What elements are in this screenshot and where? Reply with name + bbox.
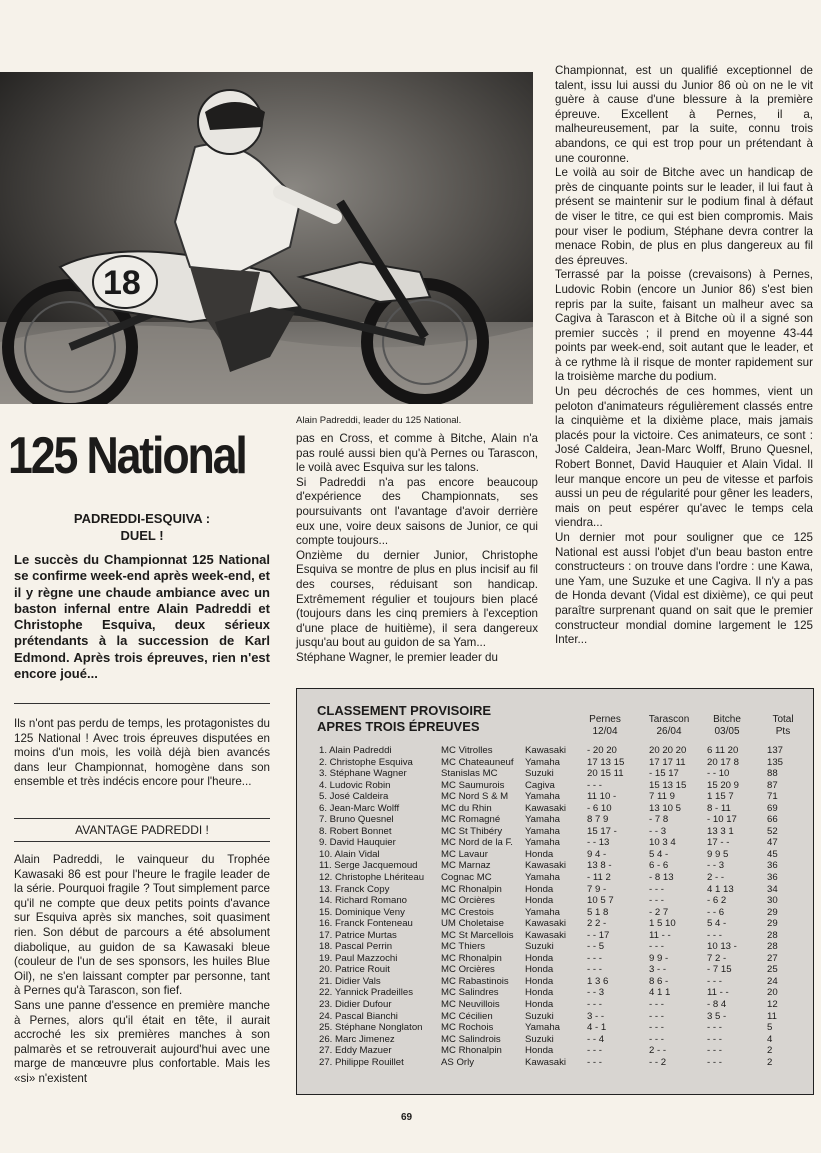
cell-tarascon: - - -: [649, 1033, 664, 1045]
cell-bitche: 7 2 -: [707, 952, 727, 964]
cell-total: 2: [767, 1056, 773, 1068]
cell-brand: Kawasaki: [525, 918, 567, 930]
cell-tarascon: 8 6 -: [649, 975, 669, 987]
paragraph: Alain Padreddi, le vainqueur du Trophée Kawasaki 86 est pour l'heure le fragile leader de la série. Pourquoi fragile ? Tout simplement parce qu'il ne compte que deux petits points d'avance sur Esquiva après six manches, soit quasiment rien. Son début de parcours a été absolument diabolique, au guidon de sa Kawasaki bleue (couleur de l'un de ses sponsors, les huiles Blue Oil), ne s'en laissant compter par personne, tant à Pernes qu'à Tarascon, son fief.: [14, 853, 270, 998]
divider: [14, 703, 270, 704]
cell-tarascon: 20 20 20: [649, 745, 687, 756]
cell-pernes: 9 4 -: [587, 848, 607, 860]
cell-tarascon: 11 - -: [649, 929, 671, 941]
table-row: [297, 803, 813, 815]
paragraph: Championnat, est un qualifié exceptionnel de talent, issu lui aussi du Junior 86 où on ne le vit guère à cause d'une blessure à la première épreuve. Excellent à Pernes, il a, malheureusement, par la suite, connu trois abandons, ce qui est trop pour un prétendant à une couronne.: [555, 64, 813, 165]
paragraph: pas en Cross, et comme à Bitche, Alain n'a pas roulé aussi bien qu'à Pernes ou Tarascon, le voilà avec Esquiva sur les talons.: [296, 432, 538, 475]
cell-pernes: - - -: [587, 779, 602, 791]
cell-total: 12: [767, 999, 778, 1011]
table-row: [297, 826, 813, 838]
cell-tarascon: 15 13 15: [649, 779, 687, 791]
cell-rider: 26. Marc Jimenez: [319, 1033, 395, 1045]
cell-tarascon: 9 9 -: [649, 952, 669, 964]
cell-total: 29: [767, 918, 778, 930]
cell-pernes: 11 10 -: [587, 791, 617, 803]
cell-pernes: 7 9 -: [587, 883, 607, 895]
table-row: [297, 768, 813, 780]
cell-brand: Yamaha: [525, 791, 561, 803]
paragraph: Un dernier mot pour souligner que ce 125 National est aussi l'objet d'un beau baston entre constructeurs : on trouve dans l'ordre : une Kawa, une Yam, une Suzuke et une Cagiva. Il n'y a pas de Honda devant (Vidal est dixième), ce qui peut paraître surprenant quand on sait que le premier constructeur mondial domine largement le 125 Inter...: [555, 531, 813, 647]
event-header: [639, 714, 699, 738]
table-row: [297, 745, 813, 757]
cell-rider: 20. Patrice Rouit: [319, 964, 390, 976]
cell-club: MC Rhonalpin: [441, 952, 502, 964]
table-row: [297, 999, 813, 1011]
table-row: [297, 953, 813, 965]
cell-pernes: 10 5 7: [587, 895, 614, 907]
column-1-body: [14, 853, 270, 1087]
cell-total: 30: [767, 895, 778, 907]
cell-rider: 21. Didier Vals: [319, 975, 381, 987]
cell-rider: 13. Franck Copy: [319, 883, 390, 895]
cell-brand: Yamaha: [525, 756, 561, 768]
cell-brand: Kawasaki: [525, 929, 567, 941]
cell-total: 66: [767, 814, 778, 826]
cell-club: MC Rabastinois: [441, 975, 509, 987]
cell-rider: 4. Ludovic Robin: [319, 779, 391, 791]
cell-bitche: - - -: [707, 929, 722, 941]
cell-bitche: 9 9 5: [707, 848, 729, 860]
cell-tarascon: - 2 7: [649, 906, 669, 918]
cell-total: 52: [767, 825, 778, 837]
total-sub: Pts: [775, 726, 791, 737]
table-title: [317, 703, 491, 735]
bike-number: 18: [103, 264, 141, 302]
paragraph: Un peu décrochés de ces hommes, vient un peloton d'animateurs régulièrement classés entre la cinquième et la dixième place, mais jamais placés pour la victoire. Ces animateurs, ce sont : José Caldeira, Jean-Marc Wolff, Bruno Quesnel, Robert Bonnet, David Hauquier et Alain Vidal. Il leur manque encore un peu de vitesse et parfois aussi un peu de régularité pour gêner les leaders, mais on peut espérer qu'avec le temps cela viendra...: [555, 385, 813, 530]
cell-pernes: - - -: [587, 999, 602, 1011]
cell-brand: Kawasaki: [525, 860, 567, 872]
cell-rider: 6. Jean-Marc Wolff: [319, 802, 400, 814]
cell-rider: 23. Didier Dufour: [319, 999, 392, 1011]
cell-pernes: 17 13 15: [587, 756, 625, 768]
paragraph: Si Padreddi n'a pas encore beaucoup d'expérience des Championnats, ses poursuivants ont l'avantage d'avoir derrière eux une, voire deux saisons de Junior, ce qui compte toujours...: [296, 475, 538, 548]
cell-total: 47: [767, 837, 778, 849]
cell-bitche: 13 3 1: [707, 825, 734, 837]
cell-total: 24: [767, 975, 778, 987]
cell-brand: Cagiva: [525, 779, 555, 791]
cell-bitche: - - -: [707, 1033, 722, 1045]
table-row: [297, 849, 813, 861]
cell-total: 20: [767, 987, 778, 999]
cell-bitche: - - -: [707, 1056, 722, 1068]
cell-pernes: 2 2 -: [587, 918, 607, 930]
cell-tarascon: 6 - 6: [649, 860, 669, 872]
cell-rider: 16. Franck Fonteneau: [319, 918, 413, 930]
cell-bitche: - 10 17: [707, 814, 737, 826]
cell-total: 11: [767, 1010, 777, 1022]
cell-tarascon: 7 11 9: [649, 791, 675, 803]
cell-bitche: 17 - -: [707, 837, 730, 849]
table-row: [297, 1022, 813, 1034]
cell-total: 27: [767, 952, 778, 964]
cell-club: MC Crestois: [441, 906, 494, 918]
cell-bitche: 15 20 9: [707, 779, 740, 791]
cell-rider: 7. Bruno Quesnel: [319, 814, 394, 826]
cell-tarascon: - - -: [649, 1022, 664, 1034]
table-row: [297, 907, 813, 919]
page-number: 69: [401, 1112, 413, 1123]
cell-club: MC Lavaur: [441, 848, 488, 860]
paragraph: Le voilà au soir de Bitche avec un handicap de près de cinquante points sur le leader, il lui faut à présent se maintenir sur le podium final à défaut de viser le titre, ce qui est bien compromis. Mais pour viser le podium, Stéphane devra contrer la menace Robin, de plus en plus dangereux au fil des épreuves.: [555, 166, 813, 267]
table-row: [297, 837, 813, 849]
cell-brand: Suzuki: [525, 768, 554, 780]
cell-brand: Honda: [525, 999, 554, 1011]
cell-pernes: - 11 2: [587, 872, 611, 884]
cell-rider: 15. Dominique Veny: [319, 906, 405, 918]
cell-rider: 3. Stéphane Wagner: [319, 768, 407, 780]
cell-brand: Yamaha: [525, 872, 561, 884]
cell-brand: Kawasaki: [525, 1056, 567, 1068]
cell-total: 137: [767, 745, 784, 756]
cell-tarascon: 1 5 10: [649, 918, 676, 930]
cell-tarascon: 3 - -: [649, 964, 667, 976]
cell-brand: Yamaha: [525, 814, 561, 826]
cell-pernes: 3 - -: [587, 1010, 605, 1022]
cell-pernes: 8 7 9: [587, 814, 609, 826]
cell-tarascon: - - -: [649, 895, 664, 907]
cell-pernes: - - 5: [587, 941, 605, 953]
cell-rider: 2. Christophe Esquiva: [319, 756, 413, 768]
event-date: 26/04: [656, 726, 682, 737]
table-row: [297, 930, 813, 942]
cell-rider: 11. Serge Jacquemoud: [319, 860, 418, 872]
table-row: [297, 1057, 813, 1069]
cell-brand: Honda: [525, 975, 554, 987]
cell-brand: Yamaha: [525, 906, 561, 918]
cell-pernes: - - 17: [587, 929, 610, 941]
cell-rider: 24. Pascal Bianchi: [319, 1010, 398, 1022]
cell-club: MC Nord de la F.: [441, 837, 513, 849]
cell-pernes: - - 13: [587, 837, 610, 849]
cell-club: MC Thiers: [441, 941, 486, 953]
table-title-line-1: CLASSEMENT PROVISOIRE: [317, 703, 492, 718]
event-date: 12/04: [592, 726, 618, 737]
table-row: [297, 1045, 813, 1057]
cell-bitche: - - 3: [707, 860, 725, 872]
cell-club: MC Orcières: [441, 964, 495, 976]
cell-pernes: 15 17 -: [587, 825, 617, 837]
cell-total: 2: [767, 1045, 773, 1057]
cell-tarascon: 2 - -: [649, 1045, 667, 1057]
event-header: [697, 714, 757, 738]
table-row: [297, 976, 813, 988]
cell-club: MC Rochois: [441, 1022, 494, 1034]
cell-tarascon: - 8 13: [649, 872, 674, 884]
subtitle-line-1: PADREDDI-ESQUIVA :: [73, 511, 211, 526]
table-row: [297, 1034, 813, 1046]
cell-club: MC Orcières: [441, 895, 495, 907]
cell-club: MC Rhonalpin: [441, 883, 502, 895]
paragraph: Sans une panne d'essence en première manche à Pernes, alors qu'il était en tête, il aurait accroché les six premières manches à son palmarès et se retrouverait aujourd'hui avec une marge de manœuvre plus confortable. Mais les «si» n'existent: [14, 998, 270, 1085]
cell-pernes: - - 4: [587, 1033, 605, 1045]
cell-tarascon: - - 3: [649, 825, 667, 837]
table-row: [297, 757, 813, 769]
article-subtitle: [14, 510, 270, 544]
total-label: Total: [772, 714, 794, 725]
paragraph: Stéphane Wagner, le premier leader du: [296, 650, 498, 664]
cell-total: 69: [767, 802, 778, 814]
cell-club: MC Nord S & M: [441, 791, 509, 803]
table-row: [297, 895, 813, 907]
column-2-body: [296, 432, 538, 666]
cell-tarascon: - 7 8: [649, 814, 669, 826]
cell-bitche: 2 - -: [707, 872, 725, 884]
cell-total: 28: [767, 929, 778, 941]
cell-tarascon: - - -: [649, 999, 664, 1011]
cell-total: 34: [767, 883, 778, 895]
table-row: [297, 918, 813, 930]
event-date: 03/05: [714, 726, 740, 737]
cell-bitche: 5 4 -: [707, 918, 727, 930]
cell-pernes: 20 15 11: [587, 768, 624, 780]
cell-club: MC Salindres: [441, 987, 499, 999]
cell-bitche: - - -: [707, 1045, 722, 1057]
cell-rider: 8. Robert Bonnet: [319, 825, 392, 837]
standings-rows: [297, 745, 813, 1068]
table-row: [297, 872, 813, 884]
cell-total: 25: [767, 964, 778, 976]
cell-tarascon: - - -: [649, 883, 664, 895]
cell-rider: 14. Richard Romano: [319, 895, 407, 907]
cell-brand: Honda: [525, 883, 554, 895]
article-lead: Le succès du Championnat 125 National se confirme week-end après week-end, et il y règne une chaude ambiance avec un baston infernal entre Alain Padreddi et Christophe Esquiva, deux sérieux prétendants à la succession de Karl Edmond. Après trois épreuves, rien n'est encore joué...: [14, 552, 270, 682]
table-row: [297, 860, 813, 872]
standings-table: [296, 688, 814, 1095]
paragraph: Terrassé par la poisse (crevaisons) à Pernes, Ludovic Robin (encore un Junior 86) s'est bien repris par la suite, faisant un malheur avec sa Cagiva à Tarascon et à Bitche où il a signé son premier succès ; il prend en moyenne 43-44 points par week-end, soit autant que le leader, et à ce rythme là il risque de monter rapidement sur la troisième marche du podium.: [555, 268, 813, 384]
cell-club: Cognac MC: [441, 872, 492, 884]
cell-rider: 25. Stéphane Nonglaton: [319, 1022, 423, 1034]
cell-brand: Kawasaki: [525, 745, 567, 756]
cell-bitche: 11 - -: [707, 987, 729, 999]
cell-total: 5: [767, 1022, 773, 1034]
cell-tarascon: 17 17 11: [649, 756, 686, 768]
table-row: [297, 1011, 813, 1023]
cell-pernes: - 20 20: [587, 745, 617, 756]
cell-bitche: - - -: [707, 1022, 722, 1034]
cell-total: 36: [767, 872, 778, 884]
cell-club: Stanislas MC: [441, 768, 498, 780]
cell-brand: Yamaha: [525, 837, 561, 849]
cell-bitche: - 7 15: [707, 964, 732, 976]
event-name: Tarascon: [648, 714, 690, 725]
cell-bitche: - - 6: [707, 906, 725, 918]
cell-total: 88: [767, 768, 778, 780]
table-row: [297, 884, 813, 896]
cell-bitche: 6 11 20: [707, 745, 739, 756]
cell-club: AS Orly: [441, 1056, 475, 1068]
column-3-body: [555, 64, 813, 648]
cell-rider: 22. Yannick Pradeilles: [319, 987, 414, 999]
cell-pernes: 5 1 8: [587, 906, 609, 918]
paragraph: Onzième du dernier Junior, Christophe Esquiva se montre de plus en plus incisif au fil des courses, réduisant son handicap. Extrêmement régulier et toujours bien placé (toujours dans les cinq premiers à l'exception d'une place de huitième), il sera dangereux jusqu'au bout au guidon de sa Yam...: [296, 548, 538, 650]
cell-tarascon: 10 3 4: [649, 837, 676, 849]
cell-brand: Suzuki: [525, 941, 554, 953]
cell-rider: 10. Alain Vidal: [319, 848, 380, 860]
article-title: 125 National: [8, 427, 246, 485]
cell-tarascon: - - 2: [649, 1056, 667, 1068]
cell-club: MC Salindrois: [441, 1033, 501, 1045]
section-heading: AVANTAGE PADREDDI !: [14, 818, 270, 842]
cell-rider: 19. Paul Mazzochi: [319, 952, 398, 964]
cell-brand: Yamaha: [525, 825, 561, 837]
cell-rider: 1. Alain Padreddi: [319, 745, 392, 756]
cell-pernes: 13 8 -: [587, 860, 612, 872]
cell-pernes: 1 3 6: [587, 975, 609, 987]
cell-club: UM Choletaise: [441, 918, 504, 930]
table-row: [297, 964, 813, 976]
cell-pernes: - - 3: [587, 987, 605, 999]
cell-club: MC Vitrolles: [441, 745, 493, 756]
cell-rider: 9. David Hauquier: [319, 837, 396, 849]
cell-pernes: - - -: [587, 1056, 602, 1068]
cell-bitche: 3 5 -: [707, 1010, 727, 1022]
cell-total: 36: [767, 860, 778, 872]
cell-bitche: 8 - 11: [707, 802, 731, 814]
cell-pernes: - - -: [587, 964, 602, 976]
cell-tarascon: 13 10 5: [649, 802, 682, 814]
cell-brand: Honda: [525, 952, 554, 964]
cell-brand: Suzuki: [525, 1010, 554, 1022]
photo-caption: Alain Padreddi, leader du 125 National.: [296, 415, 462, 426]
cell-club: MC Romagné: [441, 814, 501, 826]
cell-club: MC Chateauneuf: [441, 756, 514, 768]
cell-tarascon: - - -: [649, 941, 664, 953]
cell-tarascon: - - -: [649, 1010, 664, 1022]
cell-rider: 27. Eddy Mazuer: [319, 1045, 392, 1057]
event-header: [575, 714, 635, 738]
cell-total: 4: [767, 1033, 773, 1045]
cell-total: 71: [767, 791, 778, 803]
table-row: [297, 941, 813, 953]
cell-total: 28: [767, 941, 778, 953]
cell-club: MC Rhonalpin: [441, 1045, 502, 1057]
cell-pernes: - 6 10: [587, 802, 612, 814]
table-row: [297, 987, 813, 999]
cell-total: 87: [767, 779, 778, 791]
event-name: Pernes: [589, 714, 621, 725]
cell-rider: 12. Christophe Lhériteau: [319, 872, 425, 884]
cell-pernes: 4 - 1: [587, 1022, 607, 1034]
cell-bitche: - - 10: [707, 768, 730, 780]
cell-bitche: - 8 4: [707, 999, 727, 1011]
cell-bitche: - - -: [707, 975, 722, 987]
cell-club: MC Neuvillois: [441, 999, 500, 1011]
cell-rider: 18. Pascal Perrin: [319, 941, 393, 953]
cell-brand: Kawasaki: [525, 802, 567, 814]
cell-tarascon: - 15 17: [649, 768, 679, 780]
cell-bitche: 4 1 13: [707, 883, 734, 895]
cell-bitche: 1 15 7: [707, 791, 734, 803]
cell-tarascon: 5 4 -: [649, 848, 669, 860]
intro-paragraph: Ils n'ont pas perdu de temps, les protagonistes du 125 National ! Avec trois épreuves disputées en moins d'un mois, les voilà déjà bien avancés dans leur Championnat, homogène dans son ensemble et très indécis encore pour l'heure...: [14, 717, 270, 789]
cell-brand: Honda: [525, 848, 554, 860]
cell-brand: Suzuki: [525, 1033, 554, 1045]
cell-total: 29: [767, 906, 778, 918]
motocross-rider-photo: [0, 72, 533, 404]
cell-tarascon: 4 1 1: [649, 987, 671, 999]
cell-brand: Yamaha: [525, 1022, 561, 1034]
subtitle-line-2: DUEL !: [120, 528, 164, 543]
cell-club: MC St Marcellois: [441, 929, 514, 941]
table-row: [297, 814, 813, 826]
cell-club: MC Marnaz: [441, 860, 491, 872]
cell-club: MC St Thibéry: [441, 825, 503, 837]
cell-club: MC du Rhin: [441, 802, 492, 814]
event-name: Bitche: [713, 714, 741, 725]
cell-brand: Honda: [525, 1045, 554, 1057]
cell-club: MC Cécilien: [441, 1010, 493, 1022]
cell-total: 135: [767, 756, 784, 768]
cell-pernes: - - -: [587, 952, 602, 964]
cell-total: 45: [767, 848, 778, 860]
cell-club: MC Saumurois: [441, 779, 505, 791]
table-row: [297, 791, 813, 803]
cell-rider: 27. Philippe Rouillet: [319, 1056, 404, 1068]
table-row: [297, 780, 813, 792]
cell-pernes: - - -: [587, 1045, 602, 1057]
cell-bitche: 10 13 -: [707, 941, 737, 953]
cell-brand: Honda: [525, 987, 554, 999]
cell-brand: Honda: [525, 964, 554, 976]
table-title-line-2: APRES TROIS ÉPREUVES: [317, 719, 480, 734]
cell-brand: Honda: [525, 895, 554, 907]
cell-rider: 5. José Caldeira: [319, 791, 389, 803]
cell-bitche: 20 17 8: [707, 756, 740, 768]
cell-bitche: - 6 2: [707, 895, 727, 907]
total-header: [755, 714, 811, 738]
cell-rider: 17. Patrice Murtas: [319, 929, 397, 941]
